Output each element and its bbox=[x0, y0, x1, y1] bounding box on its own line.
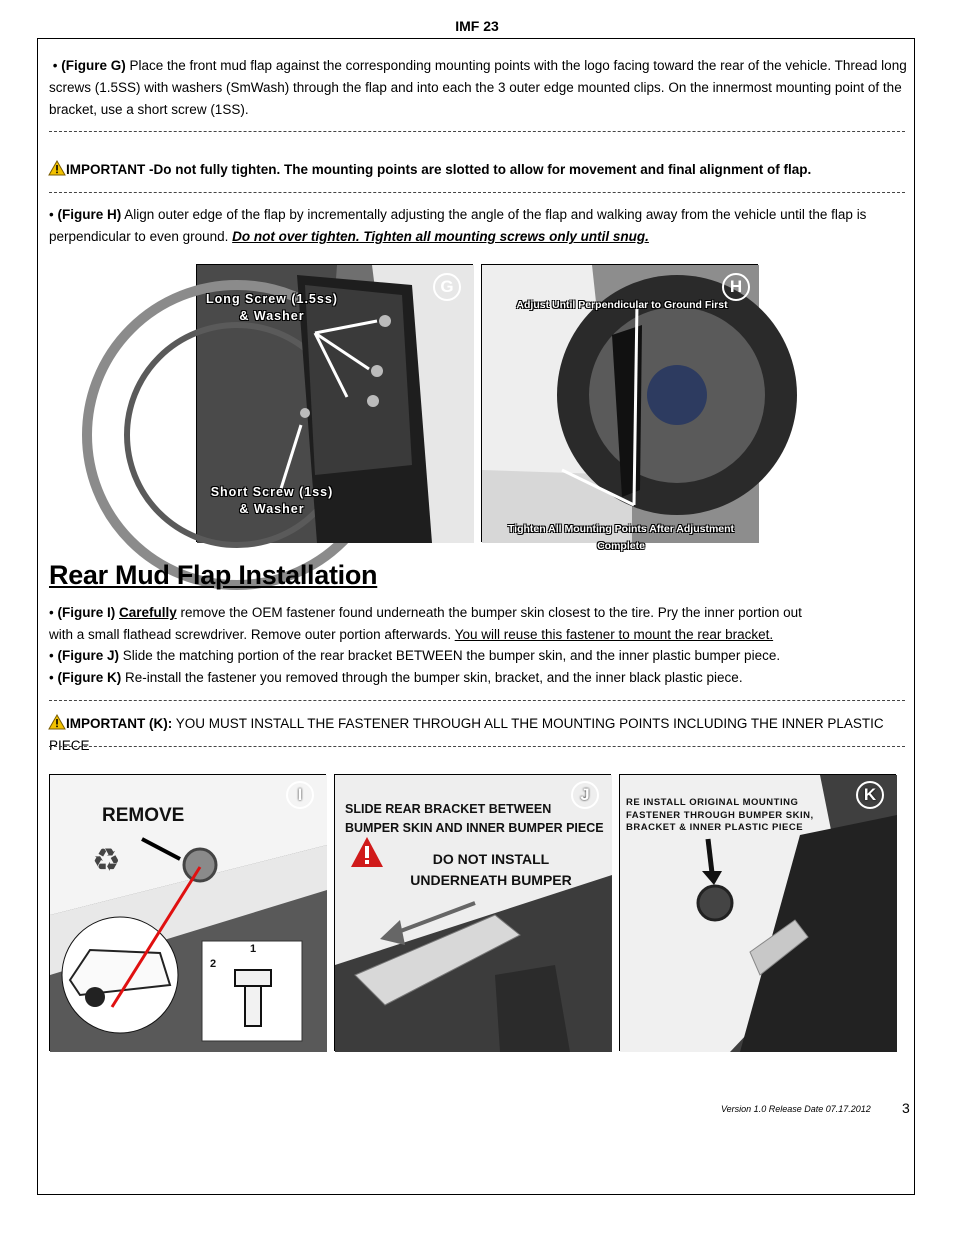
divider bbox=[49, 746, 905, 747]
figure-k-photo bbox=[619, 774, 896, 1051]
important-notice-2 bbox=[49, 713, 909, 757]
do-not-install-warning: DO NOT INSTALL UNDERNEATH BUMPER bbox=[410, 851, 572, 888]
important-1-lead: IMPORTANT -Do not fully tighten bbox=[66, 162, 277, 177]
adjust-perpendicular-label: Adjust Until Perpendicular to Ground First bbox=[516, 299, 728, 311]
paragraph-figure-j: • (Figure J) Slide the matching portion of the rear bracket BETWEEN the bumper skin, and the inner plastic bumper piece. bbox=[49, 648, 781, 663]
figure-h-ref: (Figure H) bbox=[57, 207, 122, 222]
remove-label: REMOVE bbox=[102, 805, 185, 826]
figure-i-text-2: with a small flathead screwdriver. Remove outer portion afterwards. bbox=[49, 627, 455, 642]
paragraph-figure-h: • (Figure H) Align outer edge of the flap by incrementally adjusting the angle of the flap and walking away from the vehicle until the flap is perpendicular to even ground. Do not over tighten. Tighten all mounting screws only until snug. bbox=[49, 207, 867, 244]
important-2-lead: IMPORTANT (K): bbox=[66, 716, 173, 731]
figure-k-ref: (Figure K) bbox=[57, 670, 122, 685]
paragraph-figure-k: • (Figure K) Re-install the fastener you removed through the bumper skin, bracket, and the inner black plastic piece. bbox=[49, 670, 743, 685]
step-2-marker: 2 bbox=[210, 958, 217, 970]
figure-g-badge: G bbox=[433, 273, 461, 301]
section-heading-rear: Rear Mud Flap Installation bbox=[49, 560, 378, 590]
important-2-rest: YOU MUST INSTALL THE FASTENER THROUGH ALL THE MOUNTING POINTS INCLUDING THE INNER PLASTIC PIECE bbox=[49, 716, 884, 753]
divider bbox=[49, 131, 905, 132]
figure-g-ref: (Figure G) bbox=[61, 58, 126, 73]
figure-j-ref: (Figure J) bbox=[57, 648, 119, 663]
important-notice-1 bbox=[49, 159, 909, 181]
figure-i-badge: I bbox=[286, 781, 314, 809]
figure-g-photo bbox=[196, 264, 473, 542]
figure-i-underline: You will reuse this fastener to mount the rear bracket. bbox=[454, 627, 774, 642]
version-release-date: Version 1.0 Release Date 07.17.2012 bbox=[721, 1104, 871, 1114]
divider bbox=[49, 192, 905, 193]
divider bbox=[49, 700, 905, 701]
document-header: IMF 23 bbox=[455, 18, 499, 34]
short-screw-label: Short Screw (1ss) & Washer bbox=[210, 485, 334, 516]
figure-j-badge: J bbox=[571, 781, 599, 809]
figure-k-text: Re-install the fastener you removed through the bumper skin, bracket, and the inner black plastic piece. bbox=[121, 670, 743, 685]
paragraph-figure-g: • (Figure G) Place the front mud flap against the corresponding mounting points with the logo facing toward the rear of the vehicle. Thread long screws (1.5SS) with washers (SmWash) through the flap and into each the 3 outer edge mounted clips. On the innermost mounting point of the bracket, use a short screw (1SS). bbox=[49, 58, 907, 117]
figure-g-text: Place the front mud flap against the corresponding mounting points with the logo facing toward the rear of the vehicle. Thread long screws (1.5SS) with washers (SmWash) through the flap and into each the 3 outer edge mounted clips. On the innermost mounting point of the bracket, use a short screw (1SS). bbox=[49, 58, 907, 117]
figure-j-text: Slide the matching portion of the rear bracket BETWEEN the bumper skin, and the inner plastic bumper piece. bbox=[119, 648, 781, 663]
slide-bracket-label: SLIDE REAR BRACKET BETWEEN BUMPER SKIN AND INNER BUMPER PIECE bbox=[345, 802, 604, 835]
figure-j-photo bbox=[334, 774, 611, 1051]
long-screw-label: Long Screw (1.5ss) & Washer bbox=[206, 292, 338, 323]
warning-icon bbox=[49, 715, 65, 729]
carefully-emphasis: Carefully bbox=[119, 605, 177, 620]
tighten-after-label: Tighten All Mounting Points After Adjustment Complete bbox=[507, 523, 735, 552]
warning-icon bbox=[49, 161, 65, 175]
paragraph-figure-i: • (Figure I) Carefully remove the OEM fastener found underneath the bumper skin closest to the tire. Pry the inner portion out with a small flathead screwdriver. Remove outer portion afterwards. You will reuse this fastener to mount the rear bracket. bbox=[49, 605, 802, 642]
figure-h-emphasis: Do not over tighten. Tighten all mounting screws only until snug. bbox=[232, 229, 649, 244]
step-1-marker: 1 bbox=[250, 943, 257, 955]
page-number: 3 bbox=[902, 1100, 910, 1116]
figure-h-text: Align outer edge of the flap by incrementally adjusting the angle of the flap and walking away from the vehicle until the flap is perpendicular to even ground. bbox=[49, 207, 867, 244]
figure-i-text-1: remove the OEM fastener found underneath the bumper skin closest to the tire. Pry the inner portion out bbox=[176, 605, 802, 620]
reinstall-fastener-label: RE INSTALL ORIGINAL MOUNTING FASTENER THROUGH BUMPER SKIN, BRACKET & INNER PLASTIC PIECE bbox=[626, 797, 814, 833]
figure-i-illustration bbox=[50, 775, 327, 1052]
figure-h-photo bbox=[481, 264, 758, 552]
recycle-icon: ♻ bbox=[92, 842, 121, 878]
figure-i-ref: (Figure I) bbox=[57, 605, 116, 620]
figure-k-badge: K bbox=[856, 781, 884, 809]
figure-i-photo bbox=[49, 774, 326, 1051]
figure-h-badge: H bbox=[722, 273, 750, 301]
important-1-rest: . The mounting points are slotted to allow for movement and final alignment of flap. bbox=[276, 162, 812, 177]
